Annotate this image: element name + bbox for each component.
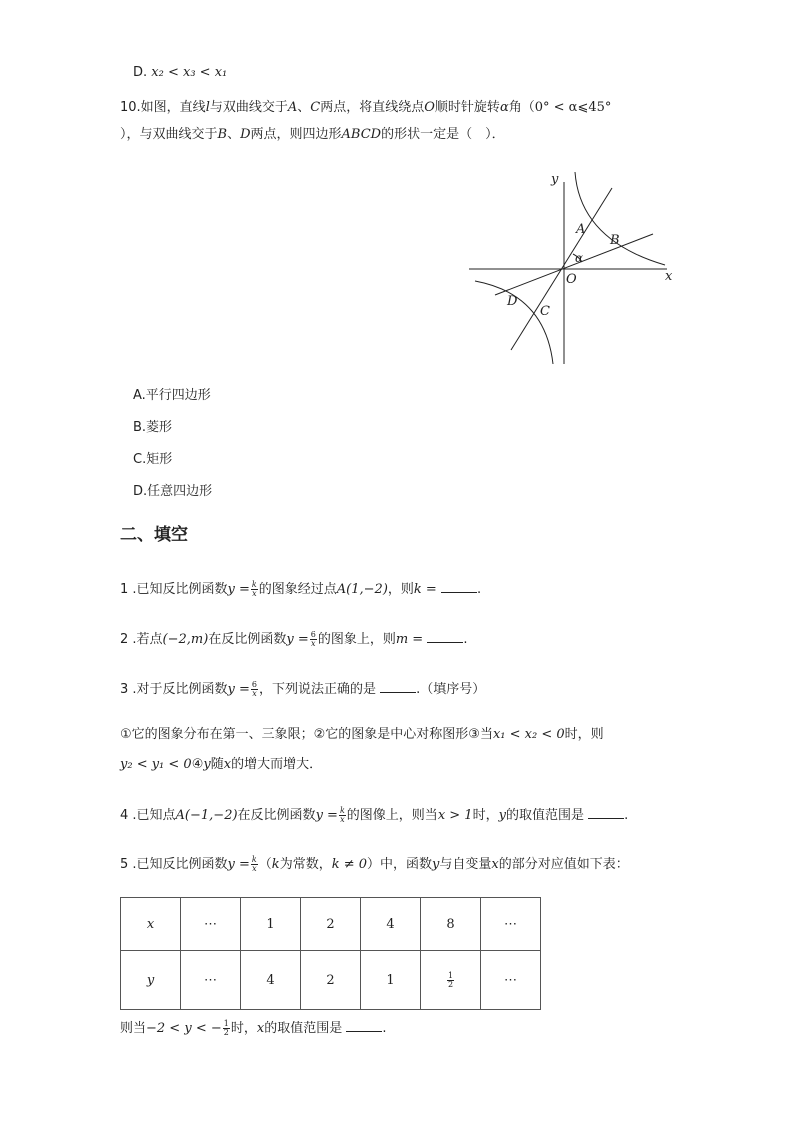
label-x: x [665,269,673,284]
answer-blank[interactable] [588,806,624,819]
label-D: D [507,294,518,309]
table-cell-half: $\frac{1}{2}$ [421,951,481,1010]
q10-line1: 10.如图，直线l与双曲线交于A、C两点，将直线绕点O顺时针旋转α角（0° < α⩽45° [120,100,612,115]
label-O: O [566,272,577,287]
fill-3-statements-1: ①它的图象分布在第一、三象限；②它的图象是中心对称图形③当x₁ < x₂ < 0时，则 [120,727,604,742]
label-C: C [540,304,550,319]
fill-2: 2 .若点(−2,m)在反比例函数y = $\frac{6}{x}$ 的图象上，则m = . [120,630,468,648]
table-cell: ⋯ [481,898,541,951]
section-title: 二、填空 [120,525,188,545]
value-table [120,897,541,1010]
q10-option-d: D.任意四边形 [133,484,213,499]
label-alpha: α [575,251,584,265]
label-A: A [576,222,586,237]
fill-3-statements-2: y₂ < y₁ < 0④y随x的增大而增大． [120,757,323,772]
table-cell: ⋯ [181,898,241,951]
table-row [121,898,541,951]
fill-3: 3 .对于反比例函数y = $\frac{6}{x}$ ，下列说法正确的是 .（填序号） [120,680,486,698]
table-cell: ⋯ [181,951,241,1010]
table-cell: 2 [301,951,361,1010]
table-cell: 1 [361,951,421,1010]
q10-figure [465,168,680,368]
q10-option-a: A.平行四边形 [133,388,211,403]
fill-5: 5 .已知反比例函数y = $\frac{k}{x}$ （k为常数，k ≠ 0）中，函数y与自变量x的部分对应值如下表： [120,855,629,873]
q10-option-b: B.菱形 [133,420,173,435]
q10-option-c: C.矩形 [133,452,173,467]
q9-option-d-expr: x₂ < x₃ < x₁ [151,65,228,80]
answer-blank[interactable] [380,680,416,693]
label-B: B [610,233,620,248]
table-cell: y [121,951,181,1010]
hyperbola-branch-1 [575,172,665,265]
q9-option-d: D. x₂ < x₃ < x₁ [133,65,228,80]
table-cell: 1 [241,898,301,951]
table-row [121,951,541,1010]
table-cell: x [121,898,181,951]
table-cell: 4 [241,951,301,1010]
fill-4: 4 .已知点A(−1,−2)在反比例函数y = $\frac{k}{x}$ 的图像上，则当x > 1时，y的取值范围是 . [120,806,629,824]
answer-blank[interactable] [427,630,463,643]
answer-blank[interactable] [346,1019,382,1032]
fill-5-end: 则当−2 < y < − $\frac{1}{2}$ 时，x的取值范围是 . [120,1019,387,1037]
table-cell: 8 [421,898,481,951]
table-cell: 2 [301,898,361,951]
q10-line2: ），与双曲线交于B、D两点，则四边形ABCD的形状一定是（ ）． [120,127,505,142]
answer-blank[interactable] [441,580,477,593]
fill-1: 1 .已知反比例函数y = $\frac{k}{x}$ 的图象经过点A(1,−2)，则k = . [120,580,482,598]
label-y: y [551,172,559,187]
table-cell: 4 [361,898,421,951]
table-cell: ⋯ [481,951,541,1010]
